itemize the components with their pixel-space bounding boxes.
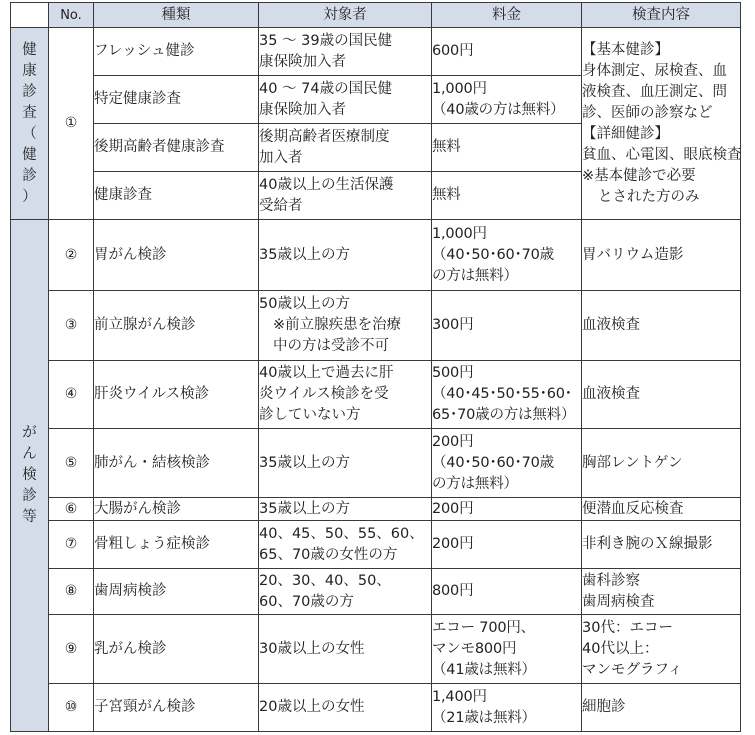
target-line: 30歳以上の女性 (259, 640, 365, 657)
content-line: 細胞診 (582, 699, 626, 715)
target-line: 受給者 (259, 197, 303, 214)
category-char: 検 (22, 467, 37, 483)
fee-line: （40･45･50･55･60･ (432, 386, 572, 402)
target-cell (259, 569, 432, 615)
category-char: 康 (22, 62, 37, 79)
exam-name: フレッシュ健診 (94, 28, 259, 76)
fee-cell (432, 521, 582, 569)
target-line: 診していない方 (259, 407, 361, 423)
target-cell (259, 291, 432, 361)
fee-cell (432, 569, 582, 615)
target-line: 65、70歳の女性の方 (259, 546, 398, 563)
fee-cell (432, 361, 582, 429)
content-line: 血液検査 (582, 386, 640, 402)
fee-line: エコー 700円、 (432, 619, 535, 636)
fee-cell (432, 291, 582, 361)
exam-name: 肺がん・結核検診 (94, 429, 259, 498)
fee-cell (432, 429, 582, 498)
fee-line: （41歳は無料） (432, 661, 536, 678)
fee-line: 65･70歳の方は無料） (432, 407, 576, 423)
category-char: （ (22, 125, 37, 142)
fee-line: 200円 (432, 536, 474, 552)
fee-line: （40･50･60･70歳 (432, 246, 554, 263)
exam-name: 歯周病検診 (94, 569, 259, 615)
table-row (11, 361, 741, 429)
exam-name: 後期高齢者健康診査 (94, 124, 259, 172)
table-row (11, 220, 741, 291)
row-number: ② (49, 220, 94, 291)
exam-name: 骨粗しょう症検診 (94, 521, 259, 569)
fee-line: 無料 (432, 187, 461, 203)
content-line: 30代：エコー (582, 619, 673, 636)
table-row (11, 615, 741, 684)
target-line: 康保険加入者 (259, 53, 346, 70)
fee-line: （40歳の方は無料） (432, 101, 565, 118)
category-char: 査 (22, 104, 37, 121)
content-line: 非利き腕のＸ線撮影 (582, 536, 713, 552)
content-cell (582, 220, 741, 291)
target-line: 35歳以上の方 (259, 500, 350, 517)
fee-cell (432, 220, 582, 291)
target-line: 康保険加入者 (259, 101, 346, 118)
exam-name: 前立腺がん検診 (94, 291, 259, 361)
fee-cell (432, 172, 582, 220)
content-cell (582, 429, 741, 498)
target-cell (259, 615, 432, 684)
content-line: 液検査、血圧測定、問 (582, 83, 727, 100)
content-line: 胸部レントゲン (582, 454, 683, 471)
content-line: 血液検査 (582, 317, 640, 333)
fee-line: 600円 (432, 43, 474, 59)
content-line: マンモグラフィ (582, 661, 683, 678)
target-line: 後期高齢者医療制度 (259, 128, 390, 145)
content-line: 貧血、心電図、眼底検査 (582, 146, 742, 163)
content-cell (582, 684, 741, 732)
category-char: 健 (22, 146, 37, 163)
category-char: 健 (22, 41, 37, 58)
fee-line: 500円 (432, 365, 474, 381)
category-char: 診 (22, 167, 37, 184)
target-line: 40歳以上の生活保護 (259, 176, 394, 193)
target-cell (259, 684, 432, 732)
category-char: ） (22, 188, 37, 205)
fee-cell (432, 684, 582, 732)
header-no: No. (49, 3, 94, 28)
target-cell (259, 172, 432, 220)
category-label-gan (21, 423, 38, 528)
content-cell (582, 521, 741, 569)
content-cell (582, 498, 741, 521)
fee-line: 1,400円 (432, 688, 487, 705)
target-cell (259, 76, 432, 124)
content-line: 身体測定、尿検査、血 (582, 62, 727, 79)
row-number: ① (49, 28, 94, 220)
target-line: 炎ウイルス検診を受 (259, 386, 389, 402)
table-row (11, 291, 741, 361)
fee-line: の方は無料） (432, 267, 518, 284)
table-row (11, 684, 741, 732)
target-line: 35歳以上の方 (259, 246, 350, 263)
content-line: とされた方のみ (598, 188, 700, 205)
fee-cell (432, 498, 582, 521)
exam-name: 大腸がん検診 (94, 498, 259, 521)
content-cell (582, 361, 741, 429)
category-char: ん (22, 446, 37, 462)
target-line: 35歳以上の方 (259, 454, 350, 471)
category-char: 診 (22, 83, 37, 100)
fee-cell (432, 28, 582, 76)
row-number: ⑩ (49, 684, 94, 732)
exam-name: 乳がん検診 (94, 615, 259, 684)
target-line: 35 ～ 39歳の国民健 (259, 32, 393, 49)
category-gan (11, 220, 49, 732)
content-line: 【詳細健診】 (582, 125, 669, 142)
content-line: 胃バリウム造影 (582, 246, 684, 263)
fee-line: の方は無料） (432, 475, 518, 492)
fee-line: 800円 (432, 583, 474, 599)
fee-line: 1,000円 (432, 80, 487, 97)
table-row (11, 28, 741, 76)
content-cell-kenshin (582, 28, 741, 220)
row-number: ③ (49, 291, 94, 361)
exam-name: 子宮頸がん検診 (94, 684, 259, 732)
target-line: 40歳以上で過去に肝 (259, 365, 394, 381)
content-cell (582, 291, 741, 361)
fee-line: 300円 (432, 317, 474, 333)
header-content: 検査内容 (582, 3, 741, 28)
content-cell (582, 615, 741, 684)
target-cell (259, 429, 432, 498)
fee-line: （21歳は無料） (432, 709, 536, 726)
table-row (11, 569, 741, 615)
target-cell (259, 361, 432, 429)
table-row (11, 498, 741, 521)
target-cell (259, 220, 432, 291)
fee-line: 1,000円 (432, 225, 487, 242)
table-row (11, 521, 741, 569)
content-line: 歯科診察 (582, 572, 640, 589)
fee-line: 200円 (432, 500, 474, 517)
target-cell (259, 124, 432, 172)
fee-line: 200円 (432, 433, 474, 450)
category-char: 等 (22, 509, 37, 525)
screening-table (10, 2, 741, 732)
exam-name: 特定健康診査 (94, 76, 259, 124)
fee-line: 無料 (432, 139, 461, 155)
category-label-kenshin (21, 40, 38, 208)
fee-line: マンモ800円 (432, 640, 517, 657)
target-line: 60、70歳の方 (259, 593, 354, 610)
header-row (11, 3, 741, 28)
exam-name: 胃がん検診 (94, 220, 259, 291)
category-kenshin (11, 28, 49, 220)
row-number: ⑥ (49, 498, 94, 521)
header-target: 対象者 (259, 3, 432, 28)
target-cell (259, 521, 432, 569)
target-line: 20歳以上の女性 (259, 699, 365, 715)
target-line: 40 ～ 74歳の国民健 (259, 80, 393, 97)
target-line: 中の方は受診不可 (273, 338, 389, 354)
target-line: 加入者 (259, 149, 303, 166)
content-line: 40代以上： (582, 640, 659, 657)
target-line: ※前立腺疾患を治療 (273, 317, 402, 333)
fee-line: （40･50･60･70歳 (432, 454, 554, 471)
header-kind: 種類 (94, 3, 259, 28)
row-number: ④ (49, 361, 94, 429)
exam-name: 健康診査 (94, 172, 259, 220)
row-number: ⑧ (49, 569, 94, 615)
fee-cell (432, 124, 582, 172)
target-line: 50歳以上の方 (259, 296, 350, 312)
fee-cell (432, 76, 582, 124)
content-cell (582, 569, 741, 615)
table-row (11, 429, 741, 498)
content-line: 診、医師の診察など (582, 104, 713, 121)
content-line: ※基本健診で必要 (582, 167, 696, 184)
category-char: 診 (22, 488, 37, 504)
target-line: 20、30、40、50、 (259, 572, 391, 589)
header-fee: 料金 (432, 3, 582, 28)
exam-name: 肝炎ウイルス検診 (94, 361, 259, 429)
row-number: ⑤ (49, 429, 94, 498)
row-number: ⑨ (49, 615, 94, 684)
target-line: 40、45、50、55、60、 (259, 525, 424, 542)
fee-cell (432, 615, 582, 684)
content-line: 歯周病検査 (582, 593, 655, 610)
header-corner (11, 3, 49, 28)
target-cell (259, 28, 432, 76)
content-line: 便潜血反応検査 (582, 500, 684, 517)
content-line: 【基本健診】 (582, 41, 669, 58)
category-char: が (22, 425, 37, 441)
target-cell (259, 498, 432, 521)
row-number: ⑦ (49, 521, 94, 569)
